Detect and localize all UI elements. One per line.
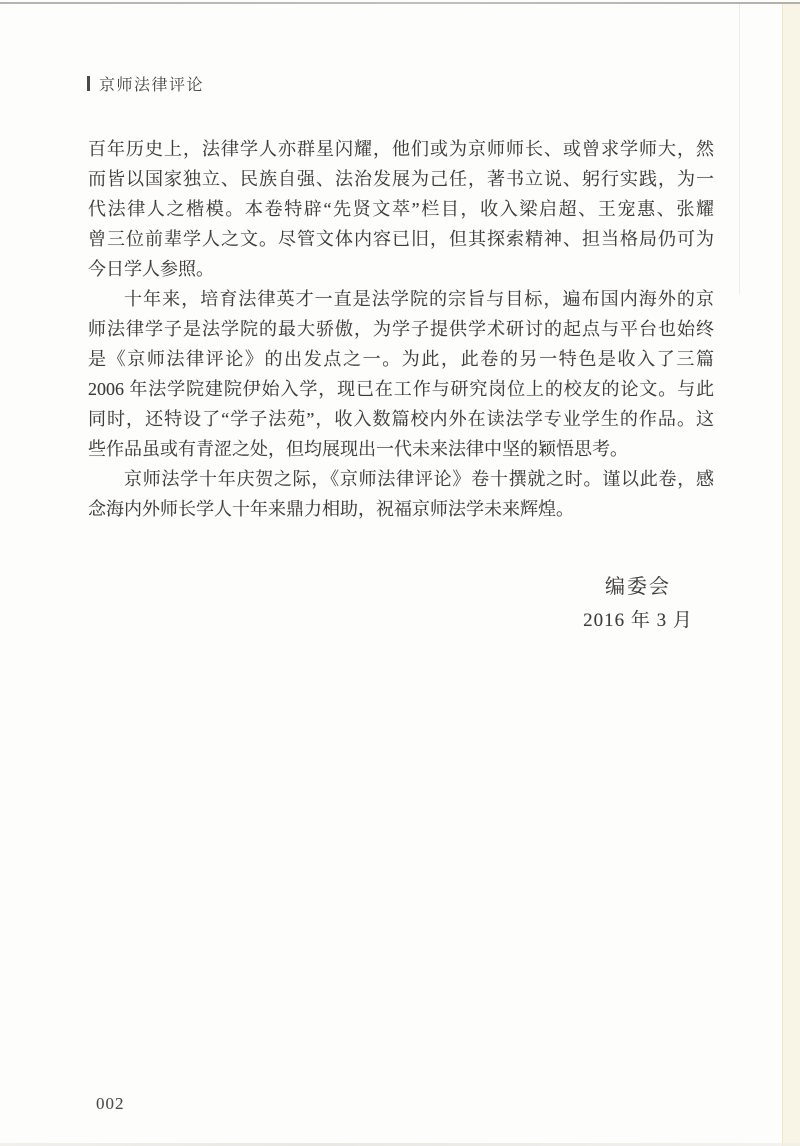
scan-crease	[739, 4, 740, 294]
text-line: 京师法学十年庆贺之际，《京师法律评论》卷十撰就之时。谨以此卷，感	[124, 469, 714, 489]
signature-name: 编委会	[605, 576, 671, 598]
text-line: 念海内外师长学人十年来鼎力相助，祝福京师法学未来辉煌。	[88, 499, 574, 519]
text-line: 同时，还特设了“学子法苑”，收入数篇校内外在读法学专业学生的作品。这	[88, 409, 714, 429]
text-line: 今日学人参照。	[88, 259, 214, 279]
text-line: 代法律人之楷模。本卷特辟“先贤文萃”栏目，收入梁启超、王宠惠、张耀	[88, 199, 714, 219]
running-header	[87, 72, 204, 95]
header-rule-icon	[87, 76, 90, 91]
page-number: 002	[96, 1094, 125, 1113]
text-line: 十年来，培育法律英才一直是法学院的宗旨与目标，遍布国内海外的京	[124, 289, 714, 309]
running-header-title: 京师法律评论	[99, 77, 205, 94]
text-line: 些作品虽或有青涩之处，但均展现出一代未来法律中坚的颖悟思考。	[88, 439, 628, 459]
text-line: 而皆以国家独立、民族自强、法治发展为己任，著书立说、躬行实践，为一	[88, 169, 714, 189]
scan-top-edge	[0, 2, 800, 4]
body-text	[88, 134, 714, 524]
signature-block	[548, 571, 728, 637]
text-line: 百年历史上，法律学人亦群星闪耀，他们或为京师师长、或曾求学师大，然	[88, 139, 714, 159]
paper-right-edge	[782, 4, 800, 1146]
text-line: 师法律学子是法学院的最大骄傲，为学子提供学术研讨的起点与平台也始终	[88, 319, 714, 339]
text-line: 曾三位前辈学人之文。尽管文体内容已旧，但其探索精神、担当格局仍可为	[88, 229, 714, 249]
text-line: 是《京师法律评论》的出发点之一。为此，此卷的另一特色是收入了三篇	[88, 349, 714, 369]
signature-date: 2016 年 3 月	[583, 610, 693, 631]
text-line: 2006 年法学院建院伊始入学，现已在工作与研究岗位上的校友的论文。与此	[88, 379, 714, 399]
